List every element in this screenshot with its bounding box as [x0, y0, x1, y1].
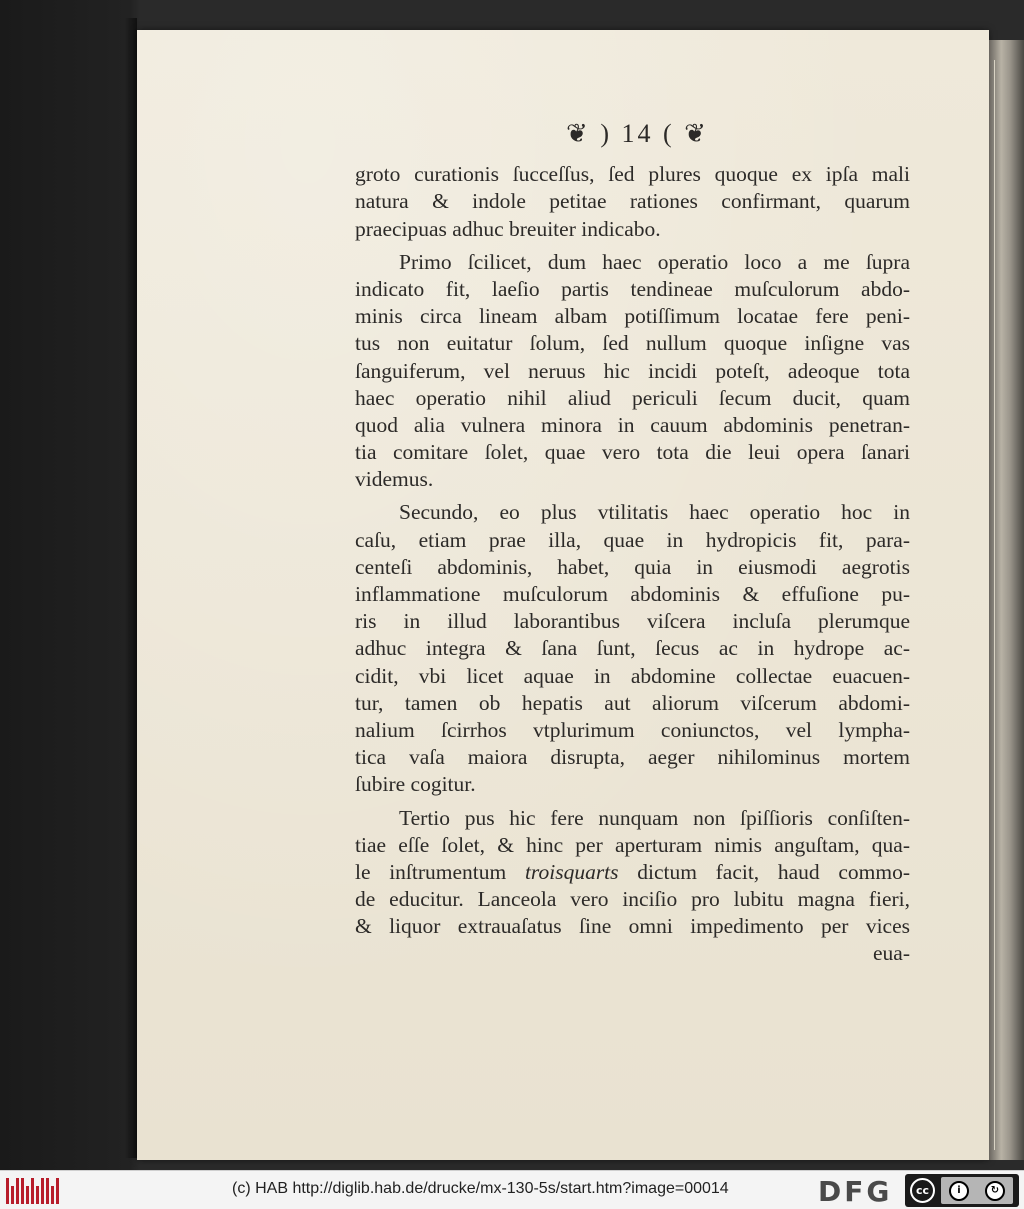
- text-line: & liquor extrauaſatus ſine omni impedimento per vices: [355, 914, 910, 939]
- footer-bar: [0, 1170, 1024, 1209]
- text-line: inflammatione muſculorum abdominis & effuſione pu-: [355, 582, 910, 607]
- text-line: Tertio pus hic fere nunquam non ſpiſſioris conſiſten-: [399, 805, 910, 830]
- hab-logo-icon: [6, 1178, 59, 1204]
- text-line: de educitur. Lanceola vero inciſio pro lubitu magna fieri,: [355, 887, 910, 912]
- share-alike-icon: ↻: [985, 1181, 1005, 1201]
- text-line: centeſi abdominis, habet, quia in eiusmodi aegrotis: [355, 554, 910, 579]
- text-line: cidit, vbi licet aquae in abdomine collectae euacuen-: [355, 663, 910, 688]
- text-line: groto curationis ſucceſſus, ſed plures quoque ex ipſa mali: [355, 162, 910, 187]
- text-line: tia comitare ſolet, quae vero tota die leui opera ſanari: [355, 440, 910, 465]
- dfg-logo: DFG: [818, 1175, 893, 1208]
- text-line: quod alia vulnera minora in cauum abdominis penetran-: [355, 412, 910, 437]
- text-line: tiae eſſe ſolet, & hinc per aperturam nimis anguſtam, qua-: [355, 832, 910, 857]
- page-shadow: [125, 18, 137, 1158]
- text-line: indicato fit, laeſio partis tendineae muſculorum abdo-: [355, 276, 910, 301]
- text-line: ſanguiferum, vel neruus hic incidi poteſt, adeoque tota: [355, 358, 910, 383]
- text-line: Primo ſcilicet, dum haec operatio loco a me ſupra: [399, 249, 910, 274]
- text-line: haec operatio nihil aliud periculi ſecum ducit, quam: [355, 385, 910, 410]
- text-line: caſu, etiam prae illa, quae in hydropicis fit, para-: [355, 527, 910, 552]
- page-edge-line: [994, 60, 995, 1150]
- text-line: Secundo, eo plus vtilitatis haec operatio hoc in: [399, 500, 910, 525]
- text-line: tur, tamen ob hepatis aut aliorum viſcerum abdomi-: [355, 690, 910, 715]
- cc-license-badge[interactable]: [905, 1174, 1019, 1207]
- text-line: eua-: [873, 941, 910, 966]
- text-line: le inſtrumentum troisquarts dictum facit, haud commo-: [355, 859, 910, 884]
- text-line: ſubire cogitur.: [355, 772, 476, 797]
- text-line: nalium ſcirrhos vtplurimum coniunctos, vel lympha-: [355, 717, 910, 742]
- page-header: ❦ ) 14 ( ❦: [566, 119, 709, 148]
- text-line: minis circa lineam albam potiſſimum locatae fere peni-: [355, 304, 910, 329]
- text-line: tica vaſa maiora disrupta, aeger nihilominus mortem: [355, 745, 910, 770]
- by-icon: i: [949, 1181, 969, 1201]
- text-lines: [355, 161, 910, 967]
- page-text: [355, 120, 910, 968]
- text-line: natura & indole petitae rationes confirmant, quarum: [355, 189, 910, 214]
- text-line: videmus.: [355, 467, 434, 492]
- text-line: ris in illud laborantibus viſcera incluſa plerumque: [355, 609, 910, 634]
- text-line: praecipuas adhuc breuiter indicabo.: [355, 216, 661, 241]
- cc-icon: cc: [910, 1178, 935, 1203]
- text-line: adhuc integra & ſana ſunt, ſecus ac in hydrope ac-: [355, 636, 910, 661]
- copyright-text: (c) HAB http://diglib.hab.de/drucke/mx-130-5s/start.htm?image=00014: [232, 1180, 729, 1197]
- cc-attributes: [941, 1177, 1013, 1204]
- text-line: tus non euitatur ſolum, ſed nullum quoque inſigne vas: [355, 331, 910, 356]
- italic-term: troisquarts: [524, 859, 619, 884]
